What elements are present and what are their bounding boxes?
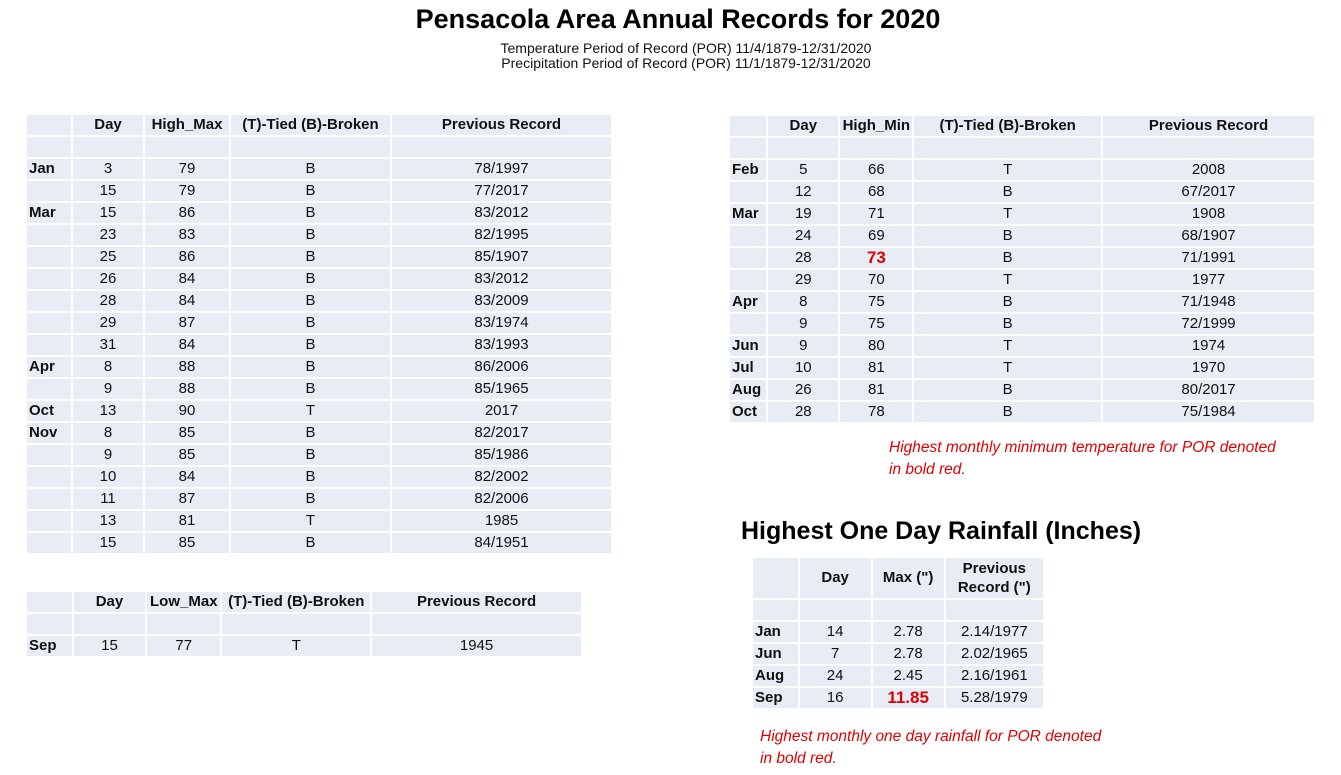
high-min-note xyxy=(889,437,1329,481)
table-row xyxy=(730,358,1314,378)
month-cell: Jun xyxy=(753,644,798,664)
table-row xyxy=(730,380,1314,400)
table-row xyxy=(27,533,611,553)
day-cell: 16 xyxy=(800,688,871,708)
day-cell: 25 xyxy=(73,247,143,267)
day-cell: 14 xyxy=(800,622,871,642)
month-cell: Jul xyxy=(730,358,766,378)
note-line: Highest monthly minimum temperature for POR denoted xyxy=(889,439,1276,456)
month-cell: Aug xyxy=(753,666,798,686)
max-cell: 2.78 xyxy=(873,622,944,642)
month-cell: Feb xyxy=(730,160,766,180)
tied-broken-cell: B xyxy=(231,203,390,223)
tied-broken-cell: T xyxy=(231,401,390,421)
previous-record-cell: 2.14/1977 xyxy=(946,622,1043,642)
value-cell: 84 xyxy=(145,335,229,355)
month-cell: Nov xyxy=(27,423,71,443)
table-row xyxy=(27,489,611,509)
month-cell: Aug xyxy=(730,380,766,400)
value-cell: 84 xyxy=(145,291,229,311)
tied-broken-header: (T)-Tied (B)-Broken xyxy=(222,592,370,612)
previous-record-cell: 71/1948 xyxy=(1103,292,1314,312)
month-cell xyxy=(27,467,71,487)
month-cell: Oct xyxy=(730,402,766,422)
value-cell: 66 xyxy=(840,160,912,180)
table-row xyxy=(730,314,1314,334)
tied-broken-cell: B xyxy=(231,533,390,553)
tied-broken-header: (T)-Tied (B)-Broken xyxy=(231,115,390,135)
month-header xyxy=(27,592,72,612)
table-row xyxy=(753,644,1043,664)
previous-record-cell: 2017 xyxy=(392,401,611,421)
value-cell: 81 xyxy=(145,511,229,531)
value-cell: 80 xyxy=(840,336,912,356)
tied-broken-cell: B xyxy=(914,182,1101,202)
previous-record-cell: 1908 xyxy=(1103,204,1314,224)
month-cell xyxy=(27,313,71,333)
previous-record-cell: 75/1984 xyxy=(1103,402,1314,422)
previous-record-cell: 83/2012 xyxy=(392,203,611,223)
table-row xyxy=(753,688,1043,708)
previous-record-cell: 85/1986 xyxy=(392,445,611,465)
note-line: in bold red. xyxy=(760,750,837,767)
value-cell: 84 xyxy=(145,269,229,289)
month-cell xyxy=(730,314,766,334)
day-cell: 12 xyxy=(768,182,838,202)
month-cell xyxy=(27,379,71,399)
table-row xyxy=(27,269,611,289)
tied-broken-cell: B xyxy=(231,181,390,201)
table-row xyxy=(730,226,1314,246)
tied-broken-header: (T)-Tied (B)-Broken xyxy=(914,116,1101,136)
value-cell: 85 xyxy=(145,423,229,443)
month-cell: Sep xyxy=(753,688,798,708)
day-cell: 5 xyxy=(768,160,838,180)
day-header: Day xyxy=(768,116,838,136)
tied-broken-cell: B xyxy=(231,247,390,267)
value-cell: 81 xyxy=(840,380,912,400)
previous-record-cell: 83/2012 xyxy=(392,269,611,289)
table-row xyxy=(753,622,1043,642)
month-cell xyxy=(27,269,71,289)
previous-record-cell: 82/2017 xyxy=(392,423,611,443)
value-cell: 77 xyxy=(147,636,220,656)
note-line: Highest monthly one day rainfall for POR denoted xyxy=(760,728,1102,745)
tied-broken-cell: T xyxy=(914,336,1101,356)
value-cell: 79 xyxy=(145,159,229,179)
table-row xyxy=(27,511,611,531)
value-cell: 85 xyxy=(145,533,229,553)
tied-broken-cell: T xyxy=(914,160,1101,180)
table-header-row xyxy=(27,115,611,135)
month-cell xyxy=(27,247,71,267)
previous-record-cell: 2.02/1965 xyxy=(946,644,1043,664)
value-cell: 83 xyxy=(145,225,229,245)
previous-record-cell: 2008 xyxy=(1103,160,1314,180)
table-header-row xyxy=(27,592,581,612)
value-cell: 71 xyxy=(840,204,912,224)
day-cell: 9 xyxy=(768,336,838,356)
month-header xyxy=(27,115,71,135)
previous-record-header: Previous Record xyxy=(372,592,581,612)
max-header: Max (") xyxy=(873,558,944,598)
day-cell: 10 xyxy=(73,467,143,487)
value-cell: 68 xyxy=(840,182,912,202)
day-header: Day xyxy=(73,115,143,135)
previous-record-cell: 78/1997 xyxy=(392,159,611,179)
month-cell: Jun xyxy=(730,336,766,356)
day-cell: 8 xyxy=(73,357,143,377)
tied-broken-cell: B xyxy=(914,314,1101,334)
month-cell xyxy=(27,489,71,509)
previous-record-cell: 85/1965 xyxy=(392,379,611,399)
table-row xyxy=(27,467,611,487)
tied-broken-cell: B xyxy=(231,467,390,487)
day-cell: 13 xyxy=(73,511,143,531)
previous-record-cell: 1977 xyxy=(1103,270,1314,290)
temperature-por-subtitle: Temperature Period of Record (POR) 11/4/1879-12/31/2020 xyxy=(500,40,872,56)
month-cell xyxy=(27,533,71,553)
previous-record-cell: 82/2002 xyxy=(392,467,611,487)
table-row xyxy=(27,159,611,179)
spacer-row xyxy=(730,138,1314,158)
day-cell: 29 xyxy=(73,313,143,333)
table-row xyxy=(730,204,1314,224)
day-cell: 29 xyxy=(768,270,838,290)
table-header-row xyxy=(730,116,1314,136)
previous-record-header: Previous Record xyxy=(392,115,611,135)
tied-broken-cell: B xyxy=(231,291,390,311)
value-cell: 75 xyxy=(840,314,912,334)
note-line: in bold red. xyxy=(889,461,966,478)
day-cell: 8 xyxy=(768,292,838,312)
table-row xyxy=(730,248,1314,268)
previous-record-cell: 80/2017 xyxy=(1103,380,1314,400)
tied-broken-cell: T xyxy=(914,270,1101,290)
table-row xyxy=(753,666,1043,686)
previous-record-cell: 71/1991 xyxy=(1103,248,1314,268)
day-cell: 13 xyxy=(73,401,143,421)
table-row xyxy=(27,225,611,245)
day-cell: 9 xyxy=(768,314,838,334)
table-row xyxy=(27,636,581,656)
value-cell: 90 xyxy=(145,401,229,421)
month-cell: Mar xyxy=(730,204,766,224)
tied-broken-cell: B xyxy=(914,226,1101,246)
high-min-table xyxy=(728,114,1316,424)
day-cell: 15 xyxy=(74,636,145,656)
previous-record-cell: 2.16/1961 xyxy=(946,666,1043,686)
tied-broken-cell: B xyxy=(231,335,390,355)
table-row xyxy=(730,270,1314,290)
day-cell: 23 xyxy=(73,225,143,245)
page-title: Pensacola Area Annual Records for 2020 xyxy=(415,4,941,34)
month-header xyxy=(753,558,798,598)
day-cell: 7 xyxy=(800,644,871,664)
month-cell xyxy=(27,335,71,355)
value-cell: 73 xyxy=(840,248,912,268)
previous-record-cell: 5.28/1979 xyxy=(946,688,1043,708)
month-cell xyxy=(27,181,71,201)
previous-record-cell: 1985 xyxy=(392,511,611,531)
day-cell: 19 xyxy=(768,204,838,224)
day-cell: 9 xyxy=(73,445,143,465)
day-cell: 15 xyxy=(73,533,143,553)
month-cell xyxy=(27,291,71,311)
spacer-row xyxy=(27,614,581,634)
month-header xyxy=(730,116,766,136)
table-row xyxy=(27,401,611,421)
table-row xyxy=(27,181,611,201)
day-header: Day xyxy=(800,558,871,598)
value-cell: 70 xyxy=(840,270,912,290)
rainfall-table xyxy=(751,556,1045,710)
day-header: Day xyxy=(74,592,145,612)
day-cell: 28 xyxy=(768,248,838,268)
table-row xyxy=(27,357,611,377)
month-cell: Mar xyxy=(27,203,71,223)
previous-record-cell: 1974 xyxy=(1103,336,1314,356)
previous-record-cell: 82/2006 xyxy=(392,489,611,509)
max-cell: 11.85 xyxy=(873,688,944,708)
table-row xyxy=(27,313,611,333)
tied-broken-cell: B xyxy=(231,225,390,245)
previous-record-cell: 68/1907 xyxy=(1103,226,1314,246)
table-row xyxy=(730,336,1314,356)
previous-record-cell: 84/1951 xyxy=(392,533,611,553)
day-cell: 9 xyxy=(73,379,143,399)
value-cell: 69 xyxy=(840,226,912,246)
month-cell: Apr xyxy=(730,292,766,312)
previous-record-cell: 1945 xyxy=(372,636,581,656)
spacer-row xyxy=(753,600,1043,620)
tied-broken-cell: B xyxy=(231,357,390,377)
month-cell xyxy=(27,225,71,245)
table-header-row xyxy=(753,558,1043,598)
table-row xyxy=(27,203,611,223)
value-cell: 86 xyxy=(145,203,229,223)
value-cell: 87 xyxy=(145,313,229,333)
max-cell: 2.45 xyxy=(873,666,944,686)
day-cell: 28 xyxy=(768,402,838,422)
day-cell: 24 xyxy=(800,666,871,686)
precipitation-por-subtitle: Precipitation Period of Record (POR) 11/1/1879-12/31/2020 xyxy=(501,55,871,71)
day-cell: 15 xyxy=(73,181,143,201)
table-row xyxy=(27,291,611,311)
month-cell xyxy=(27,445,71,465)
low-max-header: Low_Max xyxy=(147,592,220,612)
tied-broken-cell: B xyxy=(914,292,1101,312)
tied-broken-cell: B xyxy=(231,159,390,179)
day-cell: 3 xyxy=(73,159,143,179)
tied-broken-cell: B xyxy=(231,445,390,465)
tied-broken-cell: B xyxy=(914,402,1101,422)
table-row xyxy=(27,423,611,443)
table-row xyxy=(27,335,611,355)
tied-broken-cell: B xyxy=(914,380,1101,400)
table-row xyxy=(730,292,1314,312)
table-row xyxy=(730,182,1314,202)
table-row xyxy=(27,445,611,465)
previous-record-cell: 77/2017 xyxy=(392,181,611,201)
previous-record-header-line: Record (") xyxy=(957,579,1031,596)
month-cell xyxy=(27,511,71,531)
value-cell: 81 xyxy=(840,358,912,378)
max-cell: 2.78 xyxy=(873,644,944,664)
tied-broken-cell: T xyxy=(914,358,1101,378)
table-row xyxy=(27,379,611,399)
tied-broken-cell: B xyxy=(914,248,1101,268)
month-cell xyxy=(730,182,766,202)
month-cell: Jan xyxy=(753,622,798,642)
day-cell: 10 xyxy=(768,358,838,378)
previous-record-cell: 83/1974 xyxy=(392,313,611,333)
month-cell xyxy=(730,226,766,246)
day-cell: 26 xyxy=(73,269,143,289)
month-cell: Jan xyxy=(27,159,71,179)
value-cell: 88 xyxy=(145,379,229,399)
value-cell: 75 xyxy=(840,292,912,312)
tied-broken-cell: B xyxy=(231,313,390,333)
previous-record-cell: 1970 xyxy=(1103,358,1314,378)
tied-broken-cell: B xyxy=(231,423,390,443)
tied-broken-cell: T xyxy=(222,636,370,656)
day-cell: 8 xyxy=(73,423,143,443)
table-row xyxy=(730,160,1314,180)
tied-broken-cell: B xyxy=(231,489,390,509)
value-cell: 84 xyxy=(145,467,229,487)
previous-record-cell: 82/1995 xyxy=(392,225,611,245)
value-cell: 79 xyxy=(145,181,229,201)
high-min-header: High_Min xyxy=(840,116,912,136)
table-row xyxy=(730,402,1314,422)
month-cell: Sep xyxy=(27,636,72,656)
day-cell: 11 xyxy=(73,489,143,509)
day-cell: 31 xyxy=(73,335,143,355)
previous-record-cell: 83/2009 xyxy=(392,291,611,311)
previous-record-cell: 72/1999 xyxy=(1103,314,1314,334)
previous-record-header-line: Previous xyxy=(962,560,1026,577)
low-max-table xyxy=(25,590,583,658)
tied-broken-cell: T xyxy=(231,511,390,531)
table-row xyxy=(27,247,611,267)
value-cell: 88 xyxy=(145,357,229,377)
day-cell: 28 xyxy=(73,291,143,311)
day-cell: 24 xyxy=(768,226,838,246)
previous-record-cell: 67/2017 xyxy=(1103,182,1314,202)
value-cell: 87 xyxy=(145,489,229,509)
previous-record-header xyxy=(946,558,1043,598)
rainfall-title: Highest One Day Rainfall (Inches) xyxy=(741,517,1142,545)
previous-record-cell: 86/2006 xyxy=(392,357,611,377)
tied-broken-cell: B xyxy=(231,379,390,399)
high-max-table xyxy=(25,113,613,555)
month-cell: Apr xyxy=(27,357,71,377)
value-cell: 86 xyxy=(145,247,229,267)
previous-record-header: Previous Record xyxy=(1103,116,1314,136)
previous-record-cell: 83/1993 xyxy=(392,335,611,355)
month-cell xyxy=(730,248,766,268)
month-cell xyxy=(730,270,766,290)
tied-broken-cell: B xyxy=(231,269,390,289)
rainfall-note xyxy=(760,726,1180,770)
day-cell: 26 xyxy=(768,380,838,400)
previous-record-cell: 85/1907 xyxy=(392,247,611,267)
tied-broken-cell: T xyxy=(914,204,1101,224)
day-cell: 15 xyxy=(73,203,143,223)
value-cell: 85 xyxy=(145,445,229,465)
spacer-row xyxy=(27,137,611,157)
high-max-header: High_Max xyxy=(145,115,229,135)
month-cell: Oct xyxy=(27,401,71,421)
value-cell: 78 xyxy=(840,402,912,422)
